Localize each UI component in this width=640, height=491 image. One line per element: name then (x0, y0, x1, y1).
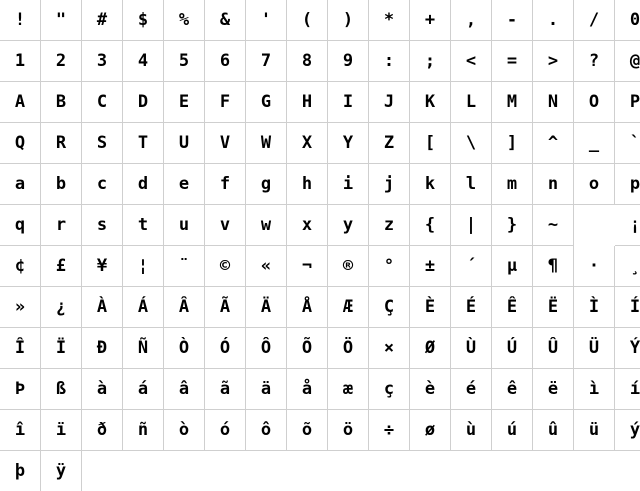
glyph-cell[interactable]: ¶ (533, 246, 574, 287)
glyph-cell[interactable]: Î (0, 328, 41, 369)
glyph-cell[interactable]: J (369, 82, 410, 123)
glyph-cell[interactable]: þ (0, 451, 41, 491)
glyph-cell-empty (164, 451, 205, 491)
glyph-cell[interactable]: ` (615, 123, 640, 164)
glyph-cell[interactable]: @ (615, 41, 640, 82)
glyph-cell[interactable]: 9 (328, 41, 369, 82)
glyph-cell[interactable]: | (451, 205, 492, 246)
glyph-cell-empty (123, 451, 164, 491)
glyph-cell[interactable]: Ù (451, 328, 492, 369)
glyph-cell[interactable]: v (205, 205, 246, 246)
glyph-cell[interactable]: ° (369, 246, 410, 287)
glyph-cell[interactable]: ò (164, 410, 205, 451)
glyph-cell[interactable]: n (533, 164, 574, 205)
glyph-cell[interactable]: f (205, 164, 246, 205)
glyph-cell[interactable]: 1 (0, 41, 41, 82)
glyph-cell-empty (287, 451, 328, 491)
glyph-cell[interactable]: ú (492, 410, 533, 451)
glyph-cell[interactable]: 8 (287, 41, 328, 82)
glyph-cell[interactable]: h (287, 164, 328, 205)
glyph-cell-empty (451, 451, 492, 491)
glyph-cell[interactable]: Ó (205, 328, 246, 369)
glyph-cell[interactable]: > (533, 41, 574, 82)
glyph-cell[interactable]: ï (41, 410, 82, 451)
glyph-cell[interactable]: Á (123, 287, 164, 328)
glyph-cell[interactable]: â (164, 369, 205, 410)
glyph-cell[interactable]: Ì (574, 287, 615, 328)
glyph-cell[interactable]: å (287, 369, 328, 410)
glyph-cell[interactable]: k (410, 164, 451, 205)
glyph-cell[interactable]: ð (82, 410, 123, 451)
glyph-cell[interactable]: ä (246, 369, 287, 410)
glyph-cell[interactable]: ¥ (82, 246, 123, 287)
glyph-cell[interactable]: 6 (205, 41, 246, 82)
glyph-cell[interactable]: ô (246, 410, 287, 451)
glyph-cell[interactable]: ý (615, 410, 640, 451)
glyph-cell[interactable]: d (123, 164, 164, 205)
glyph-cell[interactable]: î (0, 410, 41, 451)
glyph-row (0, 164, 640, 205)
glyph-cell[interactable]: 3 (82, 41, 123, 82)
glyph-row (0, 287, 640, 328)
glyph-cell-empty (492, 451, 533, 491)
glyph-cell[interactable]: Ä (246, 287, 287, 328)
glyph-cell[interactable]: _ (574, 123, 615, 164)
glyph-cell[interactable]: ; (410, 41, 451, 82)
glyph-cell[interactable]: M (492, 82, 533, 123)
glyph-cell[interactable]: Ú (492, 328, 533, 369)
glyph-cell[interactable]: K (410, 82, 451, 123)
glyph-cell[interactable]: 5 (164, 41, 205, 82)
glyph-cell[interactable]: { (410, 205, 451, 246)
glyph-row (0, 41, 640, 82)
glyph-cell[interactable]: $ (123, 0, 164, 41)
glyph-cell[interactable]: Þ (0, 369, 41, 410)
glyph-cell[interactable]: Ð (82, 328, 123, 369)
glyph-cell[interactable]: b (41, 164, 82, 205)
glyph-cell[interactable]: õ (287, 410, 328, 451)
glyph-cell[interactable]: à (82, 369, 123, 410)
glyph-cell[interactable]: ¨ (164, 246, 205, 287)
glyph-cell[interactable]: N (533, 82, 574, 123)
glyph-cell[interactable]: Y (328, 123, 369, 164)
glyph-cell[interactable]: * (369, 0, 410, 41)
glyph-cell[interactable]: l (451, 164, 492, 205)
glyph-cell[interactable]: a (0, 164, 41, 205)
glyph-cell[interactable]: Ò (164, 328, 205, 369)
glyph-cell[interactable]: ¢ (0, 246, 41, 287)
glyph-cell[interactable]: Ö (328, 328, 369, 369)
glyph-cell[interactable]: Ë (533, 287, 574, 328)
glyph-cell[interactable]: ) (328, 0, 369, 41)
glyph-cell[interactable]: È (410, 287, 451, 328)
glyph-cell[interactable]: Q (0, 123, 41, 164)
glyph-cell[interactable]: " (41, 0, 82, 41)
glyph-cell[interactable]: á (123, 369, 164, 410)
glyph-cell[interactable]: ¦ (123, 246, 164, 287)
glyph-cell[interactable]: © (205, 246, 246, 287)
glyph-cell[interactable]: + (410, 0, 451, 41)
glyph-cell[interactable]: è (410, 369, 451, 410)
glyph-row (0, 328, 640, 369)
glyph-cell[interactable]: # (82, 0, 123, 41)
glyph-row (0, 369, 640, 410)
glyph-cell[interactable]: V (205, 123, 246, 164)
glyph-cell-empty (82, 451, 123, 491)
glyph-cell[interactable]: ¬ (287, 246, 328, 287)
glyph-cell[interactable]: H (287, 82, 328, 123)
glyph-cell[interactable]: ^ (533, 123, 574, 164)
glyph-cell[interactable]: e (164, 164, 205, 205)
glyph-cell[interactable]: x (287, 205, 328, 246)
glyph-row (0, 205, 640, 246)
glyph-cell[interactable]: s (82, 205, 123, 246)
glyph-cell[interactable]: Ã (205, 287, 246, 328)
glyph-cell-empty (205, 451, 246, 491)
glyph-cell[interactable]: z (369, 205, 410, 246)
glyph-cell[interactable]: À (82, 287, 123, 328)
glyph-cell[interactable]: p (615, 164, 640, 205)
glyph-cell[interactable]: % (164, 0, 205, 41)
glyph-cell[interactable]: Í (615, 287, 640, 328)
glyph-row (0, 0, 640, 41)
glyph-cell[interactable]: E (164, 82, 205, 123)
glyph-cell[interactable]: ! (0, 0, 41, 41)
glyph-cell[interactable]: D (123, 82, 164, 123)
glyph-cell[interactable]: Z (369, 123, 410, 164)
glyph-cell[interactable]: & (205, 0, 246, 41)
glyph-cell[interactable]: µ (492, 246, 533, 287)
glyph-cell[interactable]: i (328, 164, 369, 205)
glyph-cell[interactable]: X (287, 123, 328, 164)
glyph-cell[interactable]: [ (410, 123, 451, 164)
glyph-cell[interactable]: y (328, 205, 369, 246)
glyph-cell[interactable]: < (451, 41, 492, 82)
glyph-cell[interactable]: Â (164, 287, 205, 328)
glyph-cell[interactable]: A (0, 82, 41, 123)
glyph-cell[interactable]: } (492, 205, 533, 246)
glyph-cell[interactable]: G (246, 82, 287, 123)
glyph-cell-empty (369, 451, 410, 491)
glyph-cell-empty (246, 451, 287, 491)
glyph-row (0, 82, 640, 123)
glyph-cell[interactable]: C (82, 82, 123, 123)
glyph-cell[interactable]: ü (574, 410, 615, 451)
glyph-cell[interactable]: ß (41, 369, 82, 410)
glyph-cell[interactable]: Æ (328, 287, 369, 328)
glyph-cell[interactable]: O (574, 82, 615, 123)
glyph-cell[interactable]: Å (287, 287, 328, 328)
glyph-cell[interactable]: é (451, 369, 492, 410)
glyph-cell[interactable]: Ï (41, 328, 82, 369)
glyph-cell[interactable]: u (164, 205, 205, 246)
glyph-cell[interactable]: û (533, 410, 574, 451)
glyph-cell[interactable]: Û (533, 328, 574, 369)
glyph-cell[interactable]: \ (451, 123, 492, 164)
glyph-row (0, 123, 640, 164)
glyph-cell[interactable]: ÷ (369, 410, 410, 451)
glyph-cell[interactable]: » (0, 287, 41, 328)
glyph-cell[interactable]: S (82, 123, 123, 164)
glyph-cell[interactable]: « (246, 246, 287, 287)
glyph-cell[interactable]: / (574, 0, 615, 41)
glyph-cell[interactable]: , (451, 0, 492, 41)
glyph-cell[interactable]: B (41, 82, 82, 123)
glyph-cell[interactable]: Ê (492, 287, 533, 328)
glyph-cell[interactable]: £ (41, 246, 82, 287)
glyph-cell[interactable]: ù (451, 410, 492, 451)
glyph-cell[interactable]: ñ (123, 410, 164, 451)
glyph-cell[interactable]: ´ (451, 246, 492, 287)
glyph-cell-empty (533, 451, 574, 491)
glyph-cell[interactable]: w (246, 205, 287, 246)
glyph-cell[interactable]: ó (205, 410, 246, 451)
glyph-cell[interactable]: W (246, 123, 287, 164)
glyph-cell[interactable]: í (615, 369, 640, 410)
glyph-cell[interactable]: ¸ (615, 246, 640, 287)
glyph-cell[interactable]: c (82, 164, 123, 205)
glyph-cell[interactable]: ¿ (41, 287, 82, 328)
glyph-cell[interactable]: T (123, 123, 164, 164)
glyph-cell[interactable]: É (451, 287, 492, 328)
glyph-cell[interactable]: ' (246, 0, 287, 41)
glyph-cell[interactable]: · (574, 246, 615, 287)
glyph-cell[interactable]: ~ (533, 205, 574, 246)
glyph-cell[interactable]: L (451, 82, 492, 123)
glyph-cell[interactable]: ± (410, 246, 451, 287)
glyph-cell[interactable]: Õ (287, 328, 328, 369)
glyph-cell[interactable]: F (205, 82, 246, 123)
glyph-cell[interactable]: m (492, 164, 533, 205)
glyph-cell[interactable]: U (164, 123, 205, 164)
glyph-cell[interactable]: ç (369, 369, 410, 410)
glyph-cell[interactable]: = (492, 41, 533, 82)
glyph-cell[interactable]: × (369, 328, 410, 369)
glyph-cell-empty (410, 451, 451, 491)
glyph-cell[interactable]: Ü (574, 328, 615, 369)
glyph-cell[interactable]: ã (205, 369, 246, 410)
glyph-cell[interactable]: Ô (246, 328, 287, 369)
glyph-cell[interactable]: Ø (410, 328, 451, 369)
glyph-cell[interactable]: 7 (246, 41, 287, 82)
glyph-cell[interactable]: æ (328, 369, 369, 410)
glyph-cell[interactable]: 4 (123, 41, 164, 82)
glyph-cell[interactable]: ì (574, 369, 615, 410)
glyph-cell[interactable]: 0 (615, 0, 640, 41)
glyph-cell[interactable]: I (328, 82, 369, 123)
glyph-cell[interactable]: 2 (41, 41, 82, 82)
glyph-cell[interactable]: ® (328, 246, 369, 287)
glyph-cell[interactable]: . (533, 0, 574, 41)
glyph-cell[interactable]: ] (492, 123, 533, 164)
glyph-cell[interactable]: Ç (369, 287, 410, 328)
glyph-cell[interactable]: o (574, 164, 615, 205)
glyph-cell[interactable]: ? (574, 41, 615, 82)
glyph-cell-empty (574, 451, 615, 491)
glyph-cell-empty (328, 451, 369, 491)
glyph-cell[interactable]: - (492, 0, 533, 41)
glyph-cell[interactable]: q (0, 205, 41, 246)
glyph-cell[interactable]: r (41, 205, 82, 246)
glyph-cell-empty (574, 205, 615, 246)
glyph-row (0, 451, 640, 491)
glyph-cell[interactable]: ê (492, 369, 533, 410)
glyph-cell[interactable]: Ý (615, 328, 640, 369)
glyph-cell[interactable]: g (246, 164, 287, 205)
glyph-cell[interactable]: P (615, 82, 640, 123)
glyph-cell[interactable]: ø (410, 410, 451, 451)
glyph-cell[interactable]: ( (287, 0, 328, 41)
glyph-row (0, 410, 640, 451)
glyph-cell[interactable]: : (369, 41, 410, 82)
glyph-cell-empty (615, 451, 640, 491)
glyph-cell[interactable]: R (41, 123, 82, 164)
glyph-row (0, 246, 640, 287)
glyph-cell[interactable]: t (123, 205, 164, 246)
glyph-cell[interactable]: ö (328, 410, 369, 451)
glyph-cell[interactable]: j (369, 164, 410, 205)
glyph-cell[interactable]: ÿ (41, 451, 82, 491)
glyph-cell[interactable]: ¡ (615, 205, 640, 246)
glyph-cell[interactable]: Ñ (123, 328, 164, 369)
glyph-cell[interactable]: ë (533, 369, 574, 410)
